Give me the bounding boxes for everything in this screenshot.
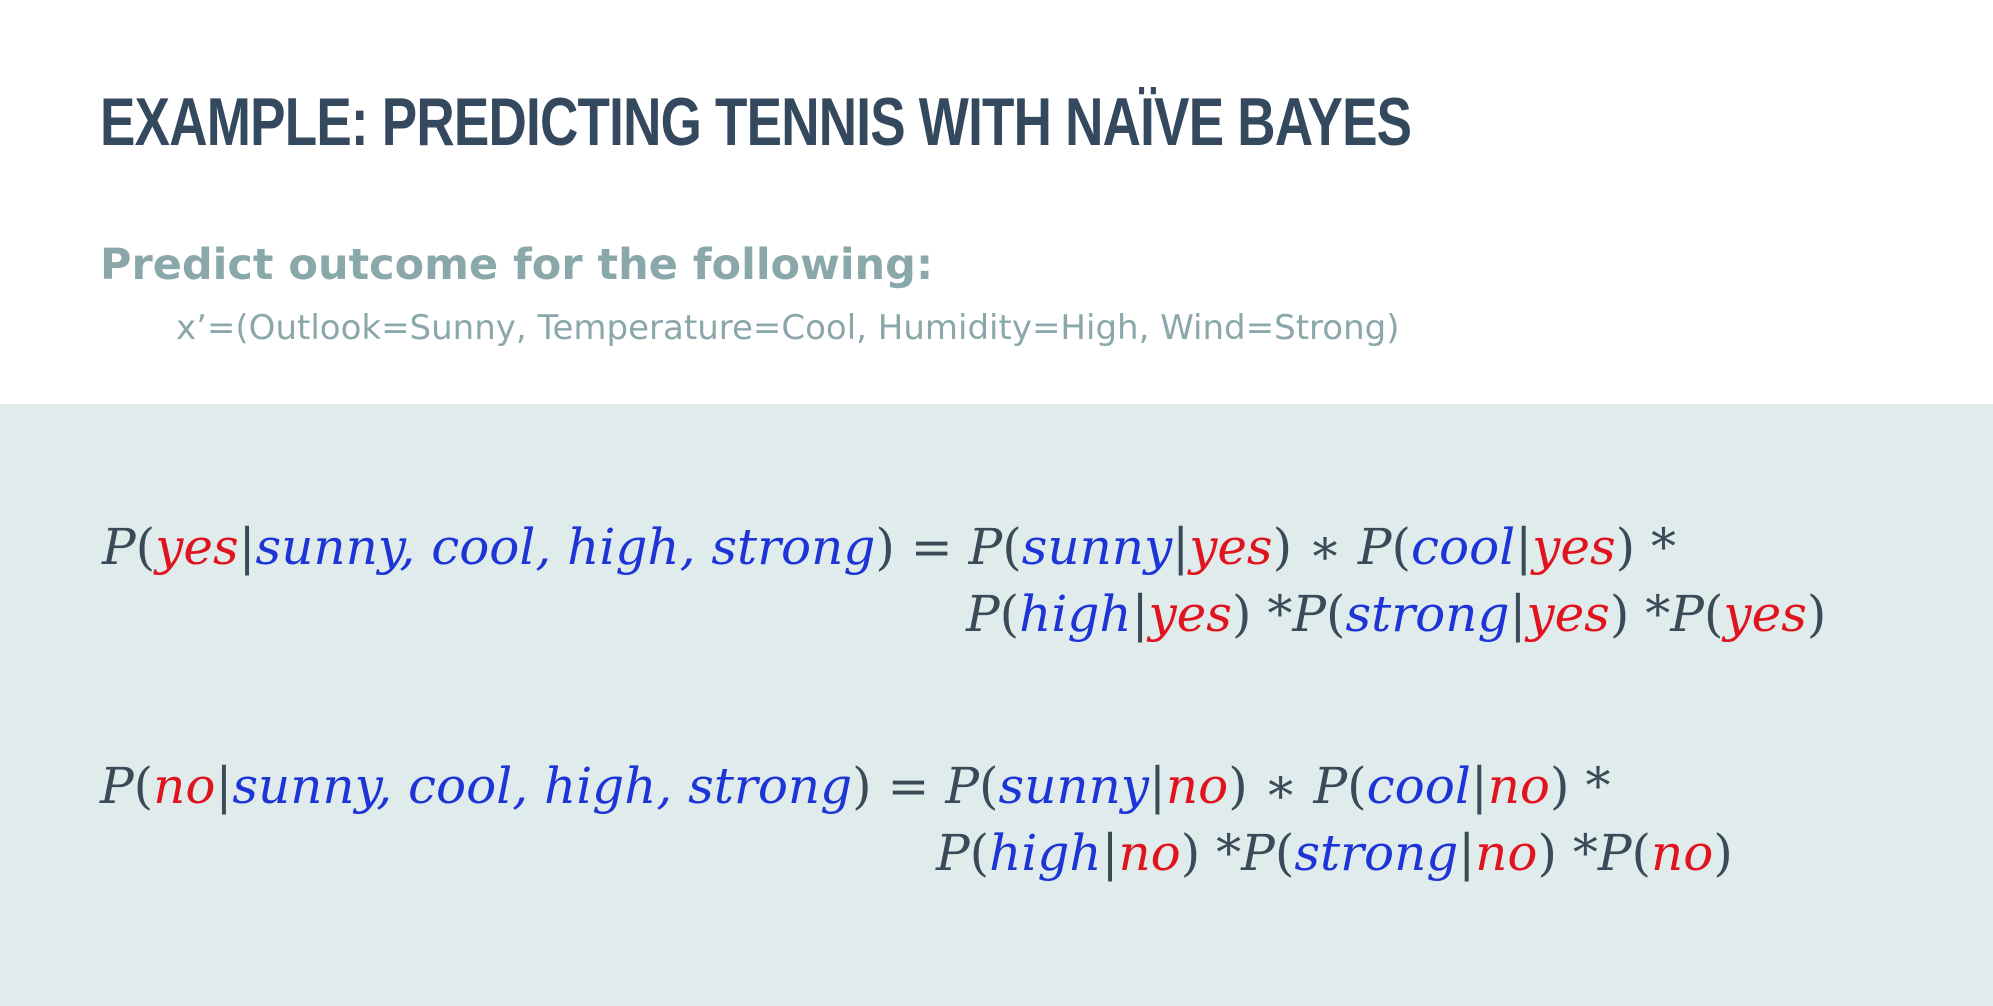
query-instance: x’=(Outlook=Sunny, Temperature=Cool, Humidity=High, Wind=Strong) bbox=[176, 308, 1400, 348]
equation-no-term: P bbox=[1313, 757, 1348, 815]
equation-no-term: ) * bbox=[1550, 757, 1611, 815]
equation-yes-term: P bbox=[966, 585, 1000, 643]
equation-yes-term: ) * bbox=[1609, 585, 1671, 643]
equation-no-term: P bbox=[936, 824, 970, 882]
equation-no-term: strong bbox=[1294, 824, 1459, 882]
equation-no-term: P bbox=[100, 757, 134, 815]
equation-yes-term: high bbox=[1019, 585, 1132, 643]
equation-no-term: | bbox=[1458, 824, 1476, 882]
equation-yes-term: sunny, cool, high, strong bbox=[255, 518, 876, 576]
equation-no-term: no bbox=[1475, 824, 1538, 882]
equation-no-term: no bbox=[1118, 824, 1181, 882]
equation-yes-term: yes bbox=[1723, 585, 1807, 643]
equation-no-term: ( bbox=[1347, 757, 1367, 815]
equation-no-term: ( bbox=[133, 757, 154, 815]
subheading: Predict outcome for the following: bbox=[100, 240, 934, 290]
equation-no-term: no bbox=[1487, 757, 1551, 815]
equation-yes-term: ( bbox=[1002, 518, 1022, 576]
equation-yes-term: ) bbox=[1806, 585, 1827, 643]
equation-no-line-1 bbox=[100, 754, 1610, 818]
equation-no-term: sunny bbox=[998, 757, 1150, 815]
equation-no-term: high bbox=[989, 824, 1102, 882]
equation-yes-term: ) * bbox=[1615, 518, 1677, 576]
equation-yes-term: | bbox=[1131, 585, 1149, 643]
equation-yes-term: yes bbox=[1189, 518, 1273, 576]
equation-yes-term: | bbox=[1172, 518, 1190, 576]
equation-yes-term: P bbox=[968, 518, 1003, 576]
equation-no-term: ( bbox=[1631, 824, 1652, 882]
equation-yes-term: P bbox=[1357, 518, 1392, 576]
equation-yes-term: ) = bbox=[875, 518, 969, 576]
equation-yes-term: | bbox=[1515, 518, 1533, 576]
equation-no-term: ( bbox=[969, 824, 990, 882]
equation-yes-line-1 bbox=[102, 515, 1676, 579]
equation-yes-term: ) * bbox=[1231, 585, 1293, 643]
equation-no-term: | bbox=[1149, 757, 1166, 815]
equation-yes-term: | bbox=[1509, 585, 1527, 643]
equation-yes-term: P bbox=[1292, 585, 1326, 643]
equation-yes-term: sunny bbox=[1021, 518, 1173, 576]
equation-no-term: P bbox=[1241, 824, 1275, 882]
equation-no-term: | bbox=[215, 757, 233, 815]
equation-yes-term: yes bbox=[1148, 585, 1232, 643]
equation-no-term: ) bbox=[1713, 824, 1733, 882]
equation-no-term: ) ∗ bbox=[1228, 757, 1314, 815]
equations-panel bbox=[0, 404, 1993, 1006]
equation-yes-term: ( bbox=[999, 585, 1020, 643]
equation-no-term: no bbox=[1165, 757, 1229, 815]
slide-title: EXAMPLE: PREDICTING TENNIS WITH NAÏVE BAYES bbox=[100, 84, 1412, 160]
equation-no-term: ) * bbox=[1180, 824, 1242, 882]
equation-yes-term: yes bbox=[155, 518, 239, 576]
equation-yes-term: P bbox=[102, 518, 136, 576]
equation-yes-term: yes bbox=[1532, 518, 1616, 576]
equation-yes-term: ( bbox=[1703, 585, 1724, 643]
equation-yes-term: P bbox=[1670, 585, 1704, 643]
equation-no-term: cool bbox=[1366, 757, 1471, 815]
equation-no-term: P bbox=[945, 757, 980, 815]
equation-yes-term: ( bbox=[135, 518, 156, 576]
equation-no-term: sunny, cool, high, strong bbox=[232, 757, 853, 815]
equation-yes-term: strong bbox=[1345, 585, 1510, 643]
equation-yes-term: ( bbox=[1326, 585, 1346, 643]
equation-yes-term: cool bbox=[1411, 518, 1516, 576]
equation-no-term: no bbox=[153, 757, 216, 815]
equation-no-term: ) = bbox=[852, 757, 946, 815]
equation-yes-term: ( bbox=[1391, 518, 1412, 576]
equation-no-term: | bbox=[1101, 824, 1119, 882]
equation-yes-term: yes bbox=[1526, 585, 1610, 643]
equation-no-term: ( bbox=[1274, 824, 1295, 882]
equation-no-term: ) * bbox=[1537, 824, 1598, 882]
equation-no-term: ( bbox=[979, 757, 999, 815]
equation-no-term: P bbox=[1597, 824, 1632, 882]
equation-no-term: no bbox=[1651, 824, 1714, 882]
equation-yes-line-2 bbox=[966, 582, 1826, 646]
equation-yes-term: | bbox=[238, 518, 256, 576]
equation-no-term: | bbox=[1470, 757, 1488, 815]
equation-yes-term: ) ∗ bbox=[1272, 518, 1358, 576]
equation-no-line-2 bbox=[936, 821, 1733, 885]
